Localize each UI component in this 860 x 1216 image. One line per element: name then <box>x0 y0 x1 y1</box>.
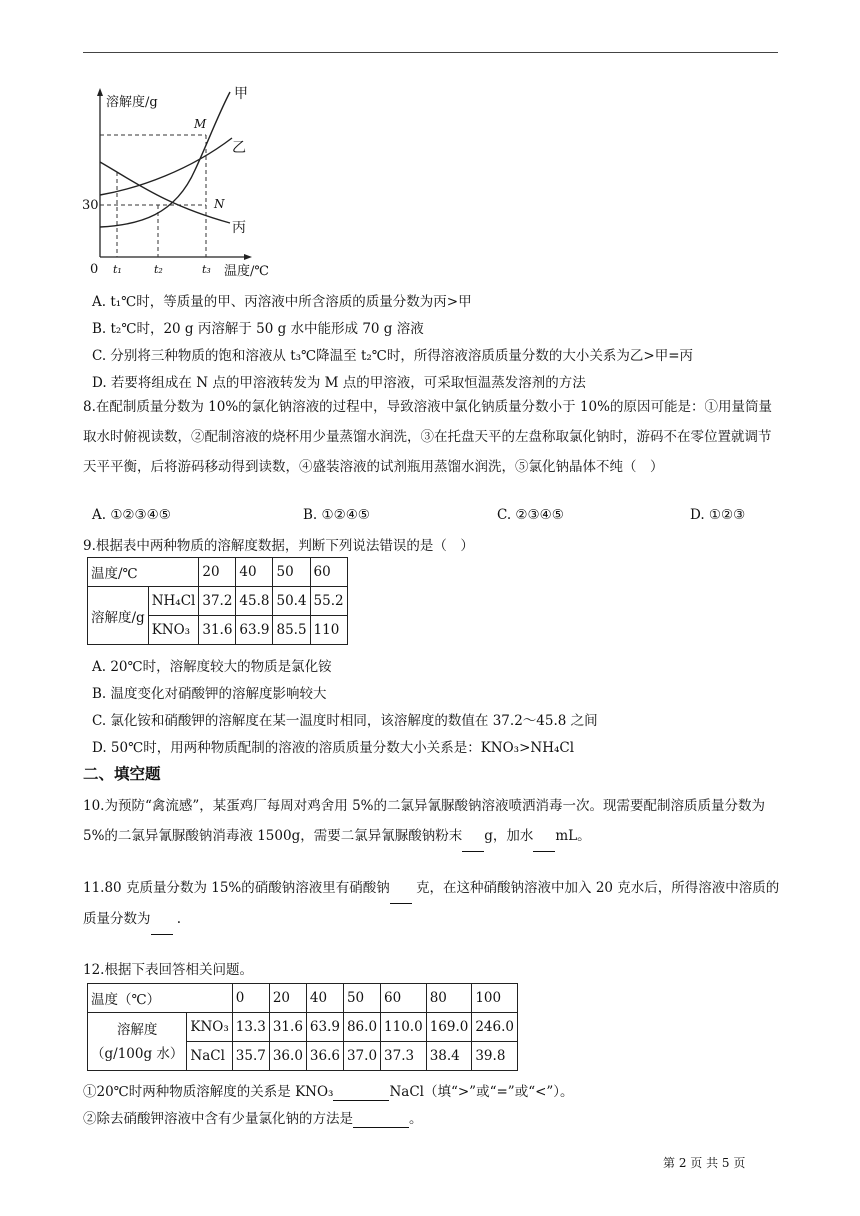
q8-option-a: A. ①②③④⑤ <box>92 507 171 523</box>
table-cell: 31.6 <box>199 616 236 645</box>
graph-jia: 甲 <box>234 86 248 102</box>
table-cell: NaCl <box>187 1042 232 1071</box>
q12-sol-label-2: （g/100g 水） <box>91 1045 184 1062</box>
q7-option-b: B. t₂℃时，20 g 丙溶解于 50 g 水中能形成 70 g 溶液 <box>92 321 424 337</box>
table-cell: 86.0 <box>343 1013 380 1042</box>
table-cell: 63.9 <box>236 616 273 645</box>
q7-option-d: D. 若要将组成在 N 点的甲溶液转发为 M 点的甲溶液，可采取恒温蒸发溶剂的方法 <box>92 375 586 391</box>
q11-part2: 克，在这种硝酸钠溶液中加入 20 克水后，所得溶液中溶质的质量分数为 <box>83 880 780 927</box>
table-cell: 13.3 <box>232 1013 269 1042</box>
q12-temp-label: 温度（℃） <box>88 984 233 1013</box>
graph-t3: t₃ <box>202 263 211 276</box>
q9-table <box>87 557 348 645</box>
table-cell: 50.4 <box>273 587 310 616</box>
q9-option-a: A. 20℃时，溶解度较大的物质是氯化铵 <box>92 659 332 675</box>
table-cell: 37.0 <box>343 1042 380 1071</box>
q12-stem: 12.根据下表回答相关问题。 <box>83 962 253 978</box>
q10-part3: mL。 <box>555 828 591 844</box>
table-cell: 50 <box>343 984 380 1013</box>
table-cell: 63.9 <box>306 1013 343 1042</box>
table-cell: 85.5 <box>273 616 310 645</box>
graph-t2: t₂ <box>154 263 163 276</box>
q9-option-c: C. 氯化铵和硝酸钾的溶解度在某一温度时相同，该溶解度的数值在 37.2～45.8 之间 <box>92 713 598 729</box>
graph-N: N <box>214 197 225 211</box>
q9-temp-label: 温度/℃ <box>88 558 199 587</box>
table-cell: KNO₃ <box>148 616 199 645</box>
table-row <box>88 984 518 1013</box>
q10-part1: 10.为预防“禽流感”，某蛋鸡厂每周对鸡舍用 5%的二氯异氰脲酸钠溶液喷洒消毒一次。现需要配制溶质质量分数为 5%的二氯异氰脲酸钠消毒液 1500g，需要二氯异氰脲酸钠粉末 <box>83 798 765 844</box>
graph-ylabel: 溶解度/g <box>106 95 158 110</box>
graph-t1: t₁ <box>113 263 122 276</box>
q7-option-a: A. t₁℃时，等质量的甲、丙溶液中所含溶质的质量分数为丙>甲 <box>92 294 472 310</box>
table-cell: KNO₃ <box>187 1013 232 1042</box>
q12-table <box>87 983 518 1071</box>
table-cell: 45.8 <box>236 587 273 616</box>
q10-part2: g，加水 <box>484 828 534 844</box>
graph-M: M <box>194 117 207 131</box>
q12-blank-1[interactable] <box>333 1084 389 1101</box>
table-cell: 0 <box>232 984 269 1013</box>
q10-blank-2[interactable] <box>533 821 555 852</box>
table-cell: 80 <box>426 984 472 1013</box>
table-row <box>88 558 348 587</box>
table-cell: 31.6 <box>269 1013 306 1042</box>
q12-blank-2[interactable] <box>353 1111 409 1128</box>
q12-sub1-b: NaCl（填“>”或“=”或“<”）。 <box>389 1084 574 1100</box>
q10-blank-1[interactable] <box>462 821 484 852</box>
q8-option-b: B. ①②④⑤ <box>303 507 370 523</box>
q11-blank-2[interactable] <box>151 904 173 935</box>
curve-yi <box>100 138 232 195</box>
graph-yi: 乙 <box>232 140 246 156</box>
header-rule <box>83 52 778 53</box>
table-cell: 169.0 <box>426 1013 472 1042</box>
page-footer: 第 2 页 共 5 页 <box>663 1156 746 1170</box>
table-row <box>88 587 348 616</box>
q11-text <box>83 873 783 935</box>
solubility-graph <box>80 80 290 280</box>
table-cell: 110 <box>310 616 347 645</box>
table-cell: 110.0 <box>381 1013 427 1042</box>
q8-option-d: D. ①②③ <box>690 507 746 523</box>
section-heading: 二、填空题 <box>83 765 161 783</box>
q9-option-b: B. 温度变化对硝酸钾的溶解度影响较大 <box>92 686 327 702</box>
table-cell: 37.2 <box>199 587 236 616</box>
table-row <box>88 1013 518 1042</box>
curve-jia <box>100 92 230 227</box>
q12-sub2-text: ②除去硝酸钾溶液中含有少量氯化钠的方法是 <box>83 1111 353 1127</box>
graph-y30: 30 <box>82 198 99 213</box>
table-cell: 40 <box>306 984 343 1013</box>
graph-origin: 0 <box>90 262 99 277</box>
q12-sol-label <box>88 1013 187 1071</box>
table-cell: 35.7 <box>232 1042 269 1071</box>
table-cell: 60 <box>381 984 427 1013</box>
table-cell: 20 <box>269 984 306 1013</box>
table-cell: 55.2 <box>310 587 347 616</box>
table-cell: 40 <box>236 558 273 587</box>
q11-part1: 11.80 克质量分数为 15%的硝酸钠溶液里有硝酸钠 <box>83 880 390 896</box>
table-cell: 36.0 <box>269 1042 306 1071</box>
table-cell: 50 <box>273 558 310 587</box>
table-cell: 36.6 <box>306 1042 343 1071</box>
table-cell: 39.8 <box>472 1042 518 1071</box>
table-cell: NH₄Cl <box>148 587 199 616</box>
table-cell: 246.0 <box>472 1013 518 1042</box>
q9-sol-label: 溶解度/g <box>88 587 149 645</box>
q12-sub2-end: 。 <box>409 1111 423 1127</box>
q12-sol-label-1: 溶解度 <box>116 1021 158 1038</box>
graph-xlabel: 温度/℃ <box>224 264 269 279</box>
q11-part3: . <box>172 911 182 927</box>
table-cell: 38.4 <box>426 1042 472 1071</box>
q10-text <box>83 791 783 852</box>
curve-bing <box>100 162 230 223</box>
graph-bing: 丙 <box>232 220 246 236</box>
q12-sub2 <box>83 1107 423 1128</box>
table-cell: 100 <box>472 984 518 1013</box>
q12-sub1 <box>83 1080 574 1101</box>
q9-stem: 9.根据表中两种物质的溶解度数据，判断下列说法错误的是（ ） <box>83 538 474 554</box>
table-cell: 20 <box>199 558 236 587</box>
table-cell: 37.3 <box>381 1042 427 1071</box>
q8-stem: 8.在配制质量分数为 10%的氯化钠溶液的过程中，导致溶液中氯化钠质量分数小于 10%的原因可能是：①用量筒量取水时俯视读数，②配制溶液的烧杯用少量蒸馏水润洗，③在托盘天平的左盘称取氯化钠时，游码不在零位置就调节天平平衡，后将游码移动得到读数，④盛装溶液的试剂瓶用蒸馏水润洗，⑤氯化钠晶体不纯（ ） <box>83 399 772 475</box>
q7-option-c: C. 分别将三种物质的饱和溶液从 t₃℃降温至 t₂℃时，所得溶液溶质质量分数的大小关系为乙>甲=丙 <box>92 348 694 364</box>
q9-option-d: D. 50℃时，用两种物质配制的溶液的溶质质量分数大小关系是：KNO₃>NH₄Cl <box>92 740 575 756</box>
q8-option-c: C. ②③④⑤ <box>497 507 564 523</box>
q11-blank-1[interactable] <box>390 873 412 904</box>
table-cell: 60 <box>310 558 347 587</box>
q12-sub1-a: ①20℃时两种物质溶解度的关系是 KNO₃ <box>83 1084 334 1100</box>
